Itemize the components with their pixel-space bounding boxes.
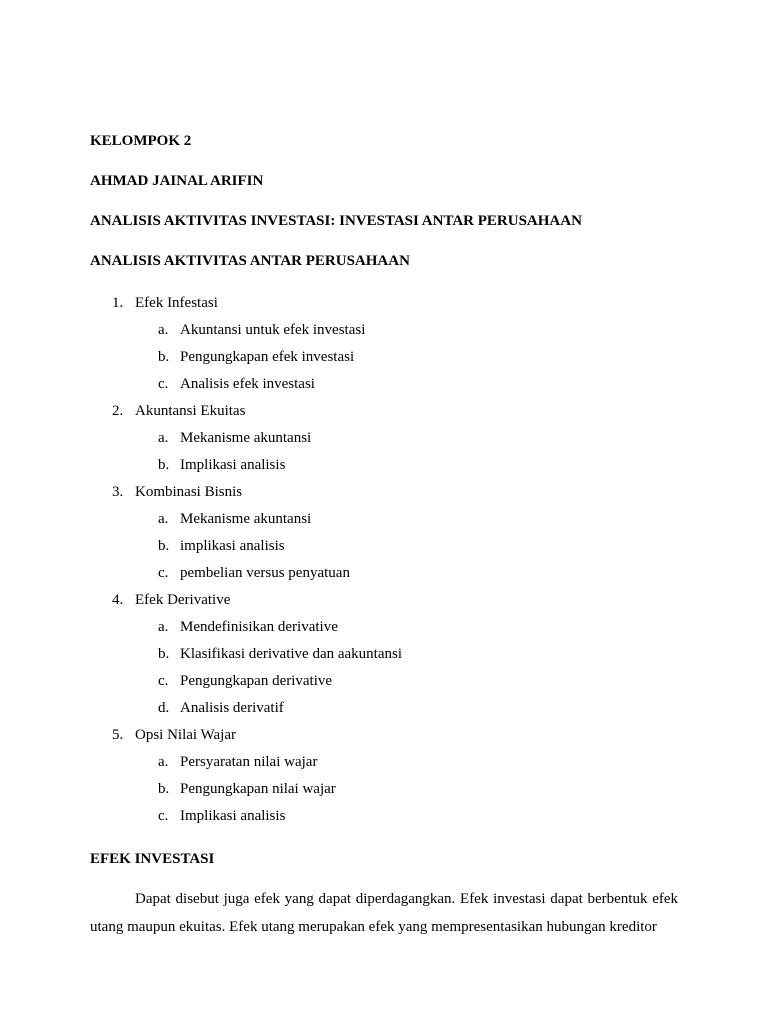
outline-subitem-letter: b. xyxy=(158,457,170,473)
outline-subitem-letter: b. xyxy=(158,781,170,797)
outline-subitem xyxy=(90,695,678,722)
outline-item-number: 1. xyxy=(112,295,124,311)
outline-subitem-letter: b. xyxy=(158,349,170,365)
document-page xyxy=(90,130,678,941)
outline-subitem xyxy=(90,371,678,398)
outline-subitem-letter: a. xyxy=(158,322,169,338)
outline-subitem xyxy=(90,641,678,668)
group-heading: KELOMPOK 2 xyxy=(90,133,192,149)
author-heading: AHMAD JAINAL ARIFIN xyxy=(90,173,264,189)
section-heading: EFEK INVESTASI xyxy=(90,851,215,867)
outline-subitem xyxy=(90,776,678,803)
outline-subitem xyxy=(90,425,678,452)
outline-item-number: 2. xyxy=(112,403,124,419)
outline-subitem-label: Pengungkapan derivative xyxy=(180,673,333,689)
outline-subitem-label: Analisis efek investasi xyxy=(180,376,315,392)
outline-subitem-label: Klasifikasi derivative dan aakuntansi xyxy=(180,646,403,662)
outline-subitem-letter: c. xyxy=(158,376,169,392)
outline-subitem-label: Mendefinisikan derivative xyxy=(180,619,338,635)
outline-item xyxy=(90,398,678,425)
document-subtitle: ANALISIS AKTIVITAS ANTAR PERUSAHAAN xyxy=(90,253,410,269)
outline-item-label: Akuntansi Ekuitas xyxy=(135,403,246,419)
outline-subitem-label: Implikasi analisis xyxy=(180,808,286,824)
outline-item-number: 3. xyxy=(112,484,124,500)
outline-item-label: Kombinasi Bisnis xyxy=(135,484,243,500)
outline-subitem xyxy=(90,533,678,560)
outline-subitem xyxy=(90,344,678,371)
outline-subitem-label: Mekanisme akuntansi xyxy=(180,511,312,527)
outline-subitem-label: pembelian versus penyatuan xyxy=(180,565,350,581)
outline-item xyxy=(90,479,678,506)
outline-subitem-letter: c. xyxy=(158,565,169,581)
outline-subitem-letter: d. xyxy=(158,700,170,716)
outline-subitem-letter: c. xyxy=(158,673,169,689)
outline-item-label: Efek Infestasi xyxy=(135,295,218,311)
outline-subitem xyxy=(90,506,678,533)
outline-subitem xyxy=(90,668,678,695)
document-title: ANALISIS AKTIVITAS INVESTASI: INVESTASI ANTAR PERUSAHAAN xyxy=(90,213,582,229)
outline-subitem-label: Mekanisme akuntansi xyxy=(180,430,312,446)
outline-subitem xyxy=(90,560,678,587)
outline-subitem-letter: a. xyxy=(158,754,169,770)
section-paragraph: Dapat disebut juga efek yang dapat diperdagangkan. Efek investasi dapat berbentuk efek utang maupun ekuitas. Efek utang merupakan efek yang mempresentasikan hubungan kreditor xyxy=(90,891,678,935)
outline-subitem-label: Persyaratan nilai wajar xyxy=(180,754,318,770)
outline-item xyxy=(90,290,678,317)
outline-subitem-letter: a. xyxy=(158,511,169,527)
outline-subitem xyxy=(90,803,678,830)
outline-subitem-letter: a. xyxy=(158,430,169,446)
outline-item-label: Efek Derivative xyxy=(135,592,231,608)
outline-item xyxy=(90,587,678,614)
outline-subitem-label: Pengungkapan nilai wajar xyxy=(180,781,336,797)
outline-item xyxy=(90,722,678,749)
outline-subitem-letter: b. xyxy=(158,538,170,554)
outline-subitem-letter: c. xyxy=(158,808,169,824)
outline-subitem-letter: b. xyxy=(158,646,170,662)
outline-item-number: 5. xyxy=(112,727,124,743)
outline-subitem xyxy=(90,749,678,776)
outline-subitem-label: implikasi analisis xyxy=(180,538,285,554)
outline-subitem xyxy=(90,317,678,344)
outline-subitem-label: Akuntansi untuk efek investasi xyxy=(180,322,366,338)
outline-item-number: 4. xyxy=(112,592,124,608)
outline-subitem-letter: a. xyxy=(158,619,169,635)
outline-subitem-label: Analisis derivatif xyxy=(180,700,284,716)
outline-subitem xyxy=(90,452,678,479)
outline-subitem-label: Implikasi analisis xyxy=(180,457,286,473)
outline-list xyxy=(90,290,678,830)
outline-subitem-label: Pengungkapan efek investasi xyxy=(180,349,355,365)
outline-subitem xyxy=(90,614,678,641)
outline-item-label: Opsi Nilai Wajar xyxy=(135,727,236,743)
